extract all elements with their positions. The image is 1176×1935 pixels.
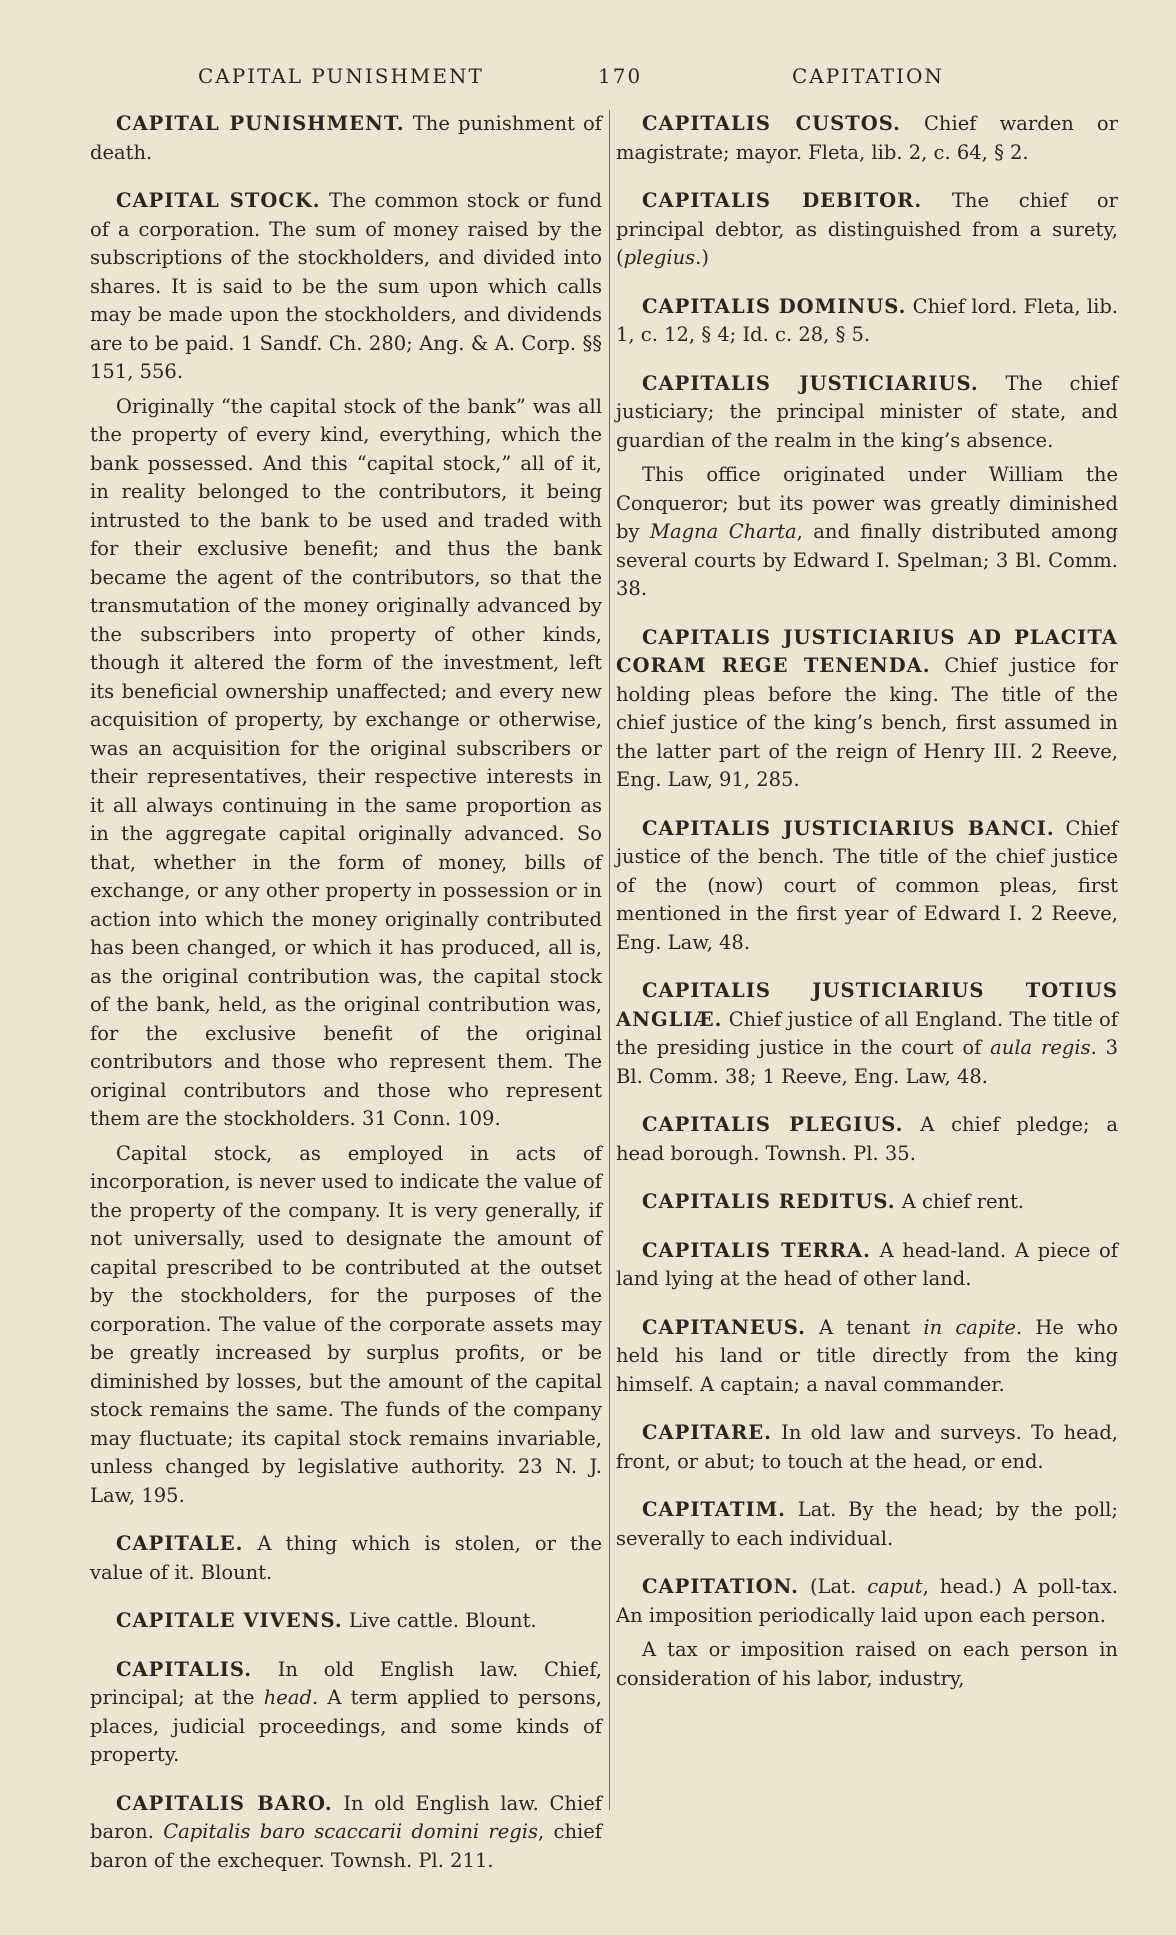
header-left-guideword: CAPITAL PUNISHMENT	[198, 64, 484, 88]
entry-term: CAPITALIS TERRA.	[642, 1238, 871, 1262]
entry	[616, 977, 1118, 1091]
entry-definition: A chief pledge; a head borough. Townsh. Pl. 35.	[616, 1113, 1119, 1165]
entry-definition: In old English law. Chief baron. Capitalis baro scaccarii domini regis, chief baron of the exchequer. Townsh. Pl. 211.	[90, 1791, 602, 1872]
entry-definition: Chief justice of all England. The title of the presiding justice in the court of aula regis. 3 Bl. Comm. 38; 1 Reeve, Eng. Law, 48.	[616, 1007, 1119, 1088]
entry-definition: Chief lord. Fleta, lib. 1, c. 12, § 4; Id. c. 28, § 5.	[616, 294, 1119, 346]
entry-note: Capital stock, as employed in acts of incorporation, is never used to indicate the value of the property of the company. It is very generally, if not universally, used to designate the amount of capital prescribed to be contributed at the outset by the stockholders, for the purposes of the corporation. The value of the corporate assets may be greatly increased by surplus profits, or be diminished by losses, but the amount of the capital stock remains the same. The funds of the company may fluctuate; its capital stock remains invariable, unless changed by legislative authority. 23 N. J. Law, 195.	[90, 1141, 602, 1507]
entry-definition: Chief justice of the bench. The title of the chief justice of the (now) court of common pleas, first mentioned in the first year of Edward I. 2 Reeve, Eng. Law, 48.	[616, 816, 1119, 954]
entry	[616, 1314, 1118, 1400]
entry-term: CAPITALIS REDITUS.	[642, 1190, 896, 1213]
entry	[90, 187, 602, 1510]
entry-note: Originally “the capital stock of the bank” was all the property of every kind, everything, which the bank possessed. And this “capital stock,” all of it, in reality belonged to the contributors, it being intrusted to the bank to be used and traded with for their exclusive benefit; and thus the bank became the agent of the contributors, so that the transmutation of the money originally advanced by the subscribers into property of other kinds, though it altered the form of the investment, left its beneficial ownership unaffected; and every new acquisition of property, by exchange or otherwise, was an acquisition for the original subscribers or their representatives, their respective interests in it all always continuing in the same proportion as in the aggregate capital originally advanced. So that, whether in the form of money, bills of exchange, or any other property in possession or in action into which the money originally contributed has been changed, or which it has produced, all is, as the original contribution was, the capital stock of the bank, held, as the original contribution was, for the exclusive benefit of the original contributors and those who represent them. The original contributors and those who represent them are the stockholders. 31 Conn. 109.	[90, 394, 602, 1130]
entry-term: CAPITALE.	[116, 1532, 244, 1555]
entry-term: CAPITALIS PLEGIUS.	[642, 1113, 904, 1136]
entry-definition: A tenant in capite. He who held his land or title directly from the king himself. A captain; a naval commander.	[616, 1315, 1119, 1396]
entry-term: CAPITALIS JUSTICIARIUS AD PLACITA CORAM REGE TENENDA.	[616, 625, 1118, 677]
entry-definition: Lat. By the head; by the poll; severally to each individual.	[616, 1498, 1118, 1550]
entry-term: CAPITAL PUNISHMENT.	[116, 112, 405, 135]
entry-definition: The chief or principal debtor, as distinguished from a surety, (plegius.)	[616, 189, 1118, 269]
entry	[616, 1573, 1118, 1693]
entry-term: CAPITALIS.	[116, 1657, 253, 1681]
column-divider	[609, 110, 610, 1810]
entry-term: CAPITALIS JUSTICIARIUS.	[642, 371, 979, 395]
entry-term: CAPITATIM.	[642, 1498, 786, 1521]
entry	[90, 1790, 602, 1876]
entry	[90, 1656, 602, 1770]
entry-term: CAPITARE.	[642, 1421, 772, 1444]
entry	[90, 1607, 602, 1636]
entry-term: CAPITATION.	[642, 1575, 799, 1598]
entry-term: CAPITALIS CUSTOS.	[642, 112, 901, 135]
entry	[616, 110, 1118, 167]
entry	[616, 370, 1118, 604]
entry-term: CAPITALIS BARO.	[116, 1791, 333, 1815]
entry-term: CAPITANEUS.	[642, 1315, 806, 1339]
entry-definition: (Lat. caput, head.) A poll-tax. An imposition periodically laid upon each person.	[616, 1575, 1118, 1627]
entry-definition: A thing which is stolen, or the value of it. Blount.	[90, 1532, 602, 1584]
entry	[616, 293, 1118, 350]
entry-term: CAPITALIS DEBITOR.	[642, 189, 923, 212]
running-header	[0, 58, 1176, 98]
entry-definition: In old English law. Chief, principal; at the head. A term applied to persons, places, judicial proceedings, and some kinds of property.	[90, 1657, 602, 1766]
entry	[90, 110, 602, 167]
entry	[616, 815, 1118, 958]
entry-term: CAPITAL STOCK.	[116, 189, 321, 212]
entry	[616, 187, 1118, 273]
entry-definition: Chief justice for holding pleas before the king. The title of the chief justice of the king’s bench, first assumed in the latter part of the reign of Henry III. 2 Reeve, Eng. Law, 91, 285.	[616, 654, 1118, 791]
entry-term: CAPITALE VIVENS.	[116, 1609, 343, 1632]
entry-definition: A chief rent.	[901, 1190, 1025, 1213]
entry	[616, 624, 1118, 795]
entry	[616, 1237, 1118, 1294]
entry-definition: The punishment of death.	[90, 112, 602, 164]
entry-definition: Live cattle. Blount.	[348, 1609, 537, 1632]
entry	[616, 1188, 1118, 1217]
entry-definition: The common stock or fund of a corporation. The sum of money raised by the subscriptions of the stockholders, and divided into shares. It is said to be the sum upon which calls may be made upon the stockholders, and dividends are to be paid. 1 Sandf. Ch. 280; Ang. & A. Corp. §§ 151, 556.	[90, 189, 602, 383]
right-column	[616, 110, 1118, 1713]
entry-term: CAPITALIS JUSTICIARIUS BANCI.	[642, 816, 1055, 840]
left-column	[90, 110, 602, 1895]
entry-term: CAPITALIS JUSTICIARIUS TOTIUS ANGLIÆ.	[616, 979, 1118, 1031]
entry	[616, 1496, 1118, 1553]
entry-definition: In old law and surveys. To head, front, or abut; to touch at the head, or end.	[616, 1421, 1119, 1473]
entry	[616, 1111, 1118, 1168]
entry-definition: The chief justiciary; the principal minister of state, and guardian of the realm in the king’s absence.	[616, 371, 1118, 452]
entry-definition: Chief warden or magistrate; mayor. Fleta, lib. 2, c. 64, § 2.	[616, 112, 1118, 164]
entry-term: CAPITALIS DOMINUS.	[642, 294, 907, 318]
entry	[616, 1419, 1118, 1476]
entry-definition: A head-land. A piece of land lying at the head of other land.	[616, 1238, 1118, 1290]
entry-continuation: A tax or imposition raised on each person in consideration of his labor, industry,	[616, 1638, 1118, 1690]
page-number: 170	[598, 64, 643, 88]
entry-continuation: This office originated under William the Conqueror; but its power was greatly diminished by Magna Charta, and finally distributed among several courts by Edward I. Spelman; 3 Bl. Comm. 38.	[616, 463, 1118, 600]
header-right-guideword: CAPITATION	[792, 64, 944, 88]
entry	[90, 1530, 602, 1587]
